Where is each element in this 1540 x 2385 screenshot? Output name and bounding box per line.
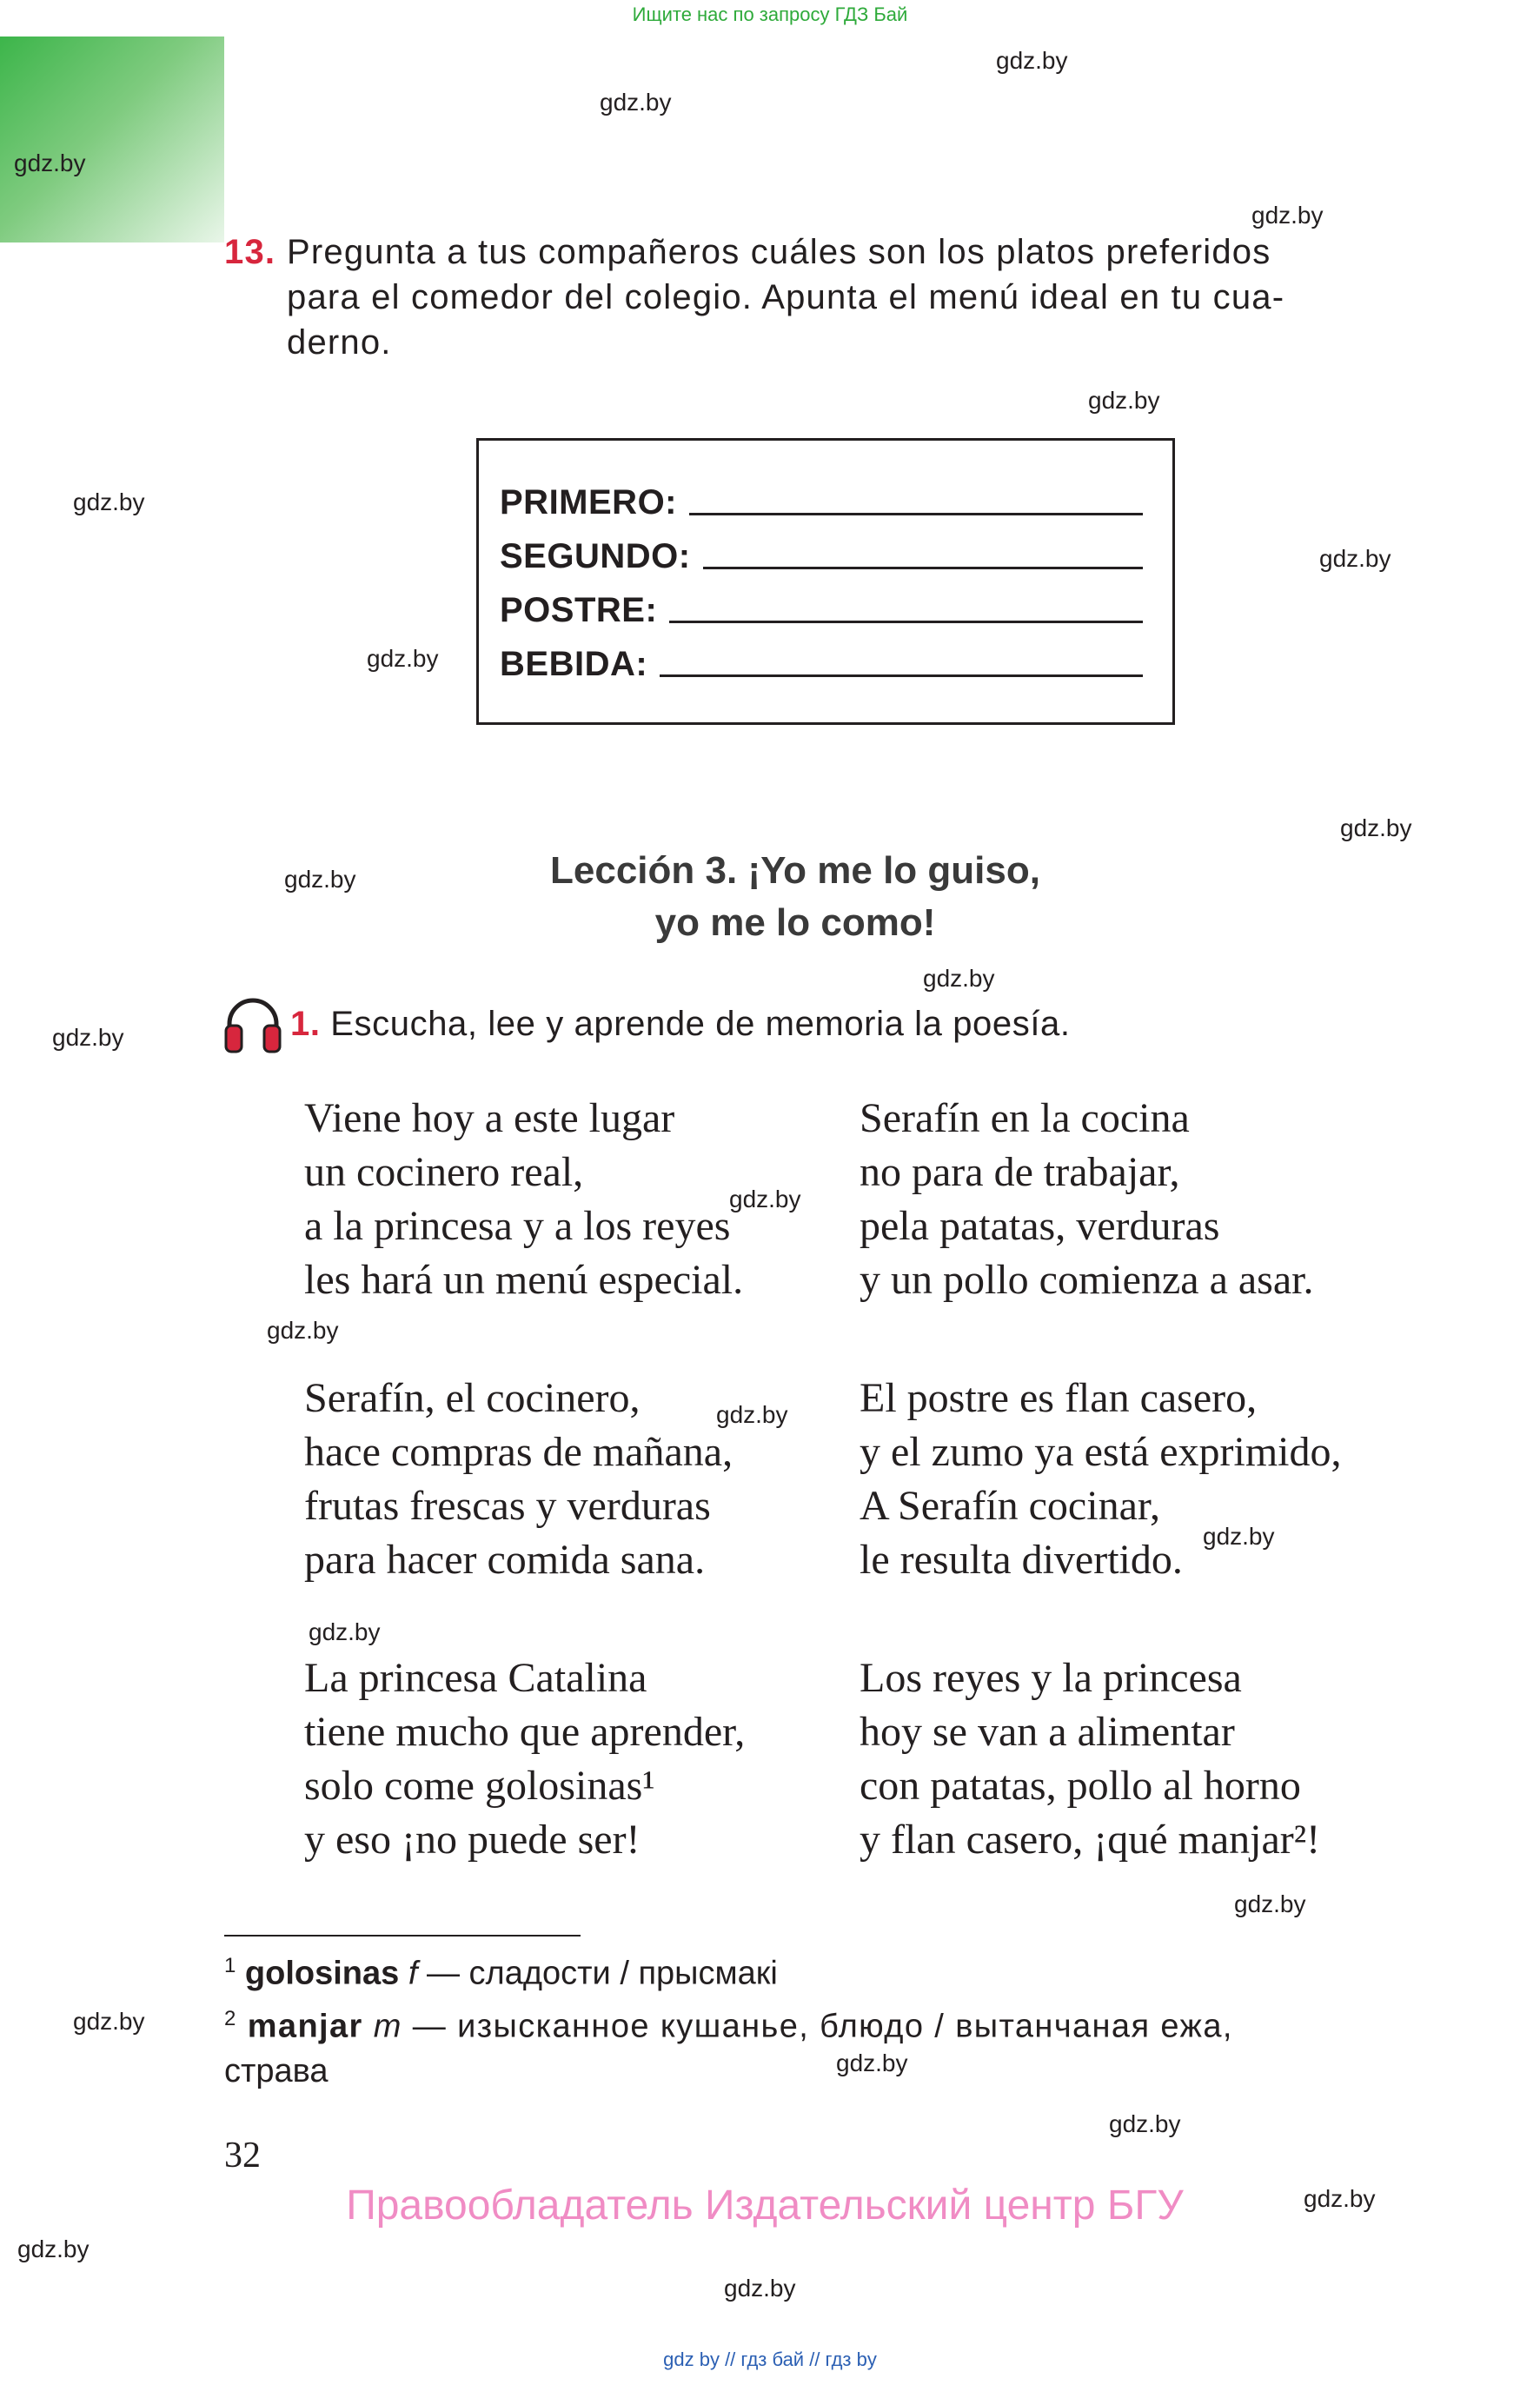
poem-line: no para de trabajar, [860,1149,1180,1195]
footnote-divider [224,1935,581,1937]
watermark: gdz.by [1234,1890,1306,1917]
footnote: $^1$ golosinas f — сладости / прысмакі [224,1954,778,1992]
blank-line[interactable] [703,567,1143,569]
page-number: 32 [224,2136,261,2176]
poem-line: A Serafín cocinar, [860,1483,1160,1529]
poem-line: La princesa Catalina [304,1655,647,1701]
menu-label: SEGUNDO: [500,537,691,575]
lesson-title [348,845,1243,949]
poem-line: a la princesa y a los reyes [304,1203,731,1249]
watermark: gdz.by [729,1186,801,1212]
bottom-links[interactable]: gdz by // гдз бай // гдз by [663,2348,877,2370]
watermark: gdz.by [1088,387,1160,414]
watermark: gdz.by [1319,545,1391,572]
poem-line: tiene mucho que aprender, [304,1709,746,1755]
exercise-line: para el comedor del colegio. Apunta el menú ideal en tu cua- [287,278,1285,316]
watermark: gdz.by [1340,814,1412,841]
watermark: gdz.by [73,2008,145,2035]
poem-line: y un pollo comienza a asar. [860,1257,1314,1303]
watermark: gdz.by [17,2236,90,2262]
watermark: gdz.by [1109,2110,1181,2137]
headphones-icon[interactable] [222,994,283,1053]
watermark: gdz.by [996,47,1068,74]
poem-line: Los reyes y la princesa [860,1655,1242,1701]
lesson-title-line: yo me lo como! [654,901,936,944]
footnote-continuation: страва [224,2053,329,2090]
watermark: gdz.by [1203,1523,1275,1550]
watermark: gdz.by [367,645,439,672]
poem-stanza [860,1092,1314,1307]
exercise-line: derno. [287,323,392,362]
watermark: gdz.by [284,866,356,893]
footnote: $^2$ manjar m — изысканное кушанье, блюдо / вытанчаная ежа, [224,2006,1233,2045]
poem-line: Serafín, el cocinero, [304,1375,641,1421]
poem-line: y eso ¡no puede ser! [304,1817,641,1863]
poem-line: Serafín en la cocina [860,1095,1190,1141]
exercise-1: 1. Escucha, lee y aprende de memoria la poesía. [290,1005,1071,1043]
menu-label: POSTRE: [500,591,658,629]
watermark: gdz.by [923,965,995,992]
poem-line: pela patatas, verduras [860,1203,1220,1249]
poem-stanza [304,1372,733,1587]
poem-stanza [860,1651,1320,1867]
blank-line[interactable] [660,674,1143,677]
menu-box [476,438,1175,725]
poem-line: para hacer comida sana. [304,1537,706,1583]
watermark: gdz.by [836,2050,908,2076]
blank-line[interactable] [669,621,1143,623]
watermark: gdz.by [716,1401,788,1428]
watermark: gdz.by [724,2275,796,2302]
poem-line: un cocinero real, [304,1149,584,1195]
corner-decoration [0,37,224,242]
poem-line: les hará un menú especial. [304,1257,744,1303]
watermark: gdz.by [309,1618,381,1645]
blank-line[interactable] [689,513,1143,515]
exercise-1-text: Escucha, lee y aprende de memoria la poesía. [330,1005,1071,1043]
poem-line: frutas frescas y verduras [304,1483,711,1529]
exercise-13-text [287,229,1373,365]
footnotes [224,1943,1371,2094]
watermark: gdz.by [1304,2185,1376,2212]
exercise-line: Pregunta a tus compañeros cuáles son los platos preferidos [287,233,1271,271]
header-note[interactable]: Ищите нас по запросу ГДЗ Бай [632,3,908,25]
menu-row-bebida [500,639,1143,684]
menu-row-postre [500,585,1143,630]
poem-line: le resulta divertido. [860,1537,1183,1583]
poem-line: Viene hoy a este lugar [304,1095,675,1141]
poem-line: hace compras de mañana, [304,1429,733,1475]
poem-stanza [304,1651,745,1867]
poem-line: solo come golosinas¹ [304,1763,655,1809]
poem-line: y el zumo ya está exprimido, [860,1429,1342,1475]
watermark: gdz.by [600,89,672,116]
watermark: gdz.by [267,1317,339,1344]
poem-line: y flan casero, ¡qué manjar²! [860,1817,1321,1863]
poem-stanza [304,1092,743,1307]
watermark: gdz.by [52,1024,124,1051]
lesson-title-line: Lección 3. ¡Yo me lo guiso, [550,849,1040,892]
exercise-13-number: 13. [224,233,276,271]
watermark: gdz.by [14,149,86,176]
poem-stanza [860,1372,1342,1587]
watermark: gdz.by [1251,202,1324,229]
copyright-notice: Правообладатель Издательский центр БГУ [346,2182,1184,2229]
menu-row-segundo [500,531,1143,576]
menu-label: PRIMERO: [500,483,677,522]
poem-line: con patatas, pollo al horno [860,1763,1301,1809]
poem-line: El postre es flan casero, [860,1375,1258,1421]
poem-line: hoy se van a alimentar [860,1709,1235,1755]
menu-row-primero [500,477,1143,522]
watermark: gdz.by [73,488,145,515]
menu-label: BEBIDA: [500,645,648,683]
